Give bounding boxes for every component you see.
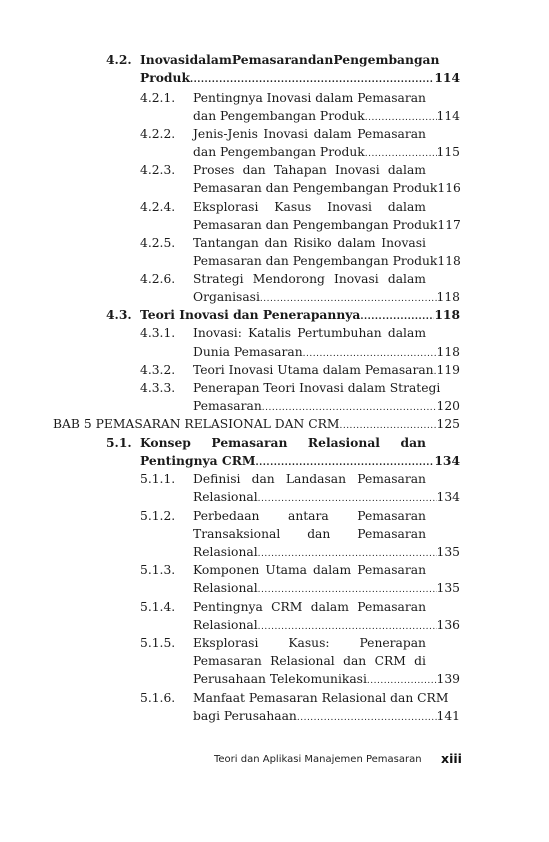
toc-entry-leader-line[interactable] (193, 670, 460, 690)
title-word: Inovasi (266, 91, 312, 105)
toc-entry-title (193, 89, 426, 107)
title-word: Pemasaran (357, 563, 426, 577)
toc-entry-title: dan Pengembangan Produk (193, 109, 365, 123)
toc-entry-title: Pemasaran (193, 399, 262, 413)
section-number: 4.3.3. (140, 381, 176, 395)
toc-entry-title: Relasional (193, 618, 258, 632)
toc-entry-title: Dunia Pemasaran (193, 345, 303, 359)
toc-entry-title: dan Pengembangan Produk (193, 145, 365, 159)
toc-entry-title (193, 470, 426, 488)
title-word: Eksplorasi (193, 200, 259, 214)
toc-entry-title (140, 434, 426, 452)
page-number: 117 (437, 218, 461, 232)
page-number: 135 (436, 581, 460, 595)
title-word: dalam (387, 200, 426, 214)
title-word: Pemasaran (357, 527, 426, 541)
toc-entry-title (193, 652, 426, 670)
toc-entry-leader-line[interactable] (193, 579, 460, 599)
section-number: 5.1.3. (140, 563, 176, 577)
section-number: 5.1.6. (140, 691, 176, 705)
section-number: 5.1.1. (140, 472, 176, 486)
toc-entry-leader-line[interactable] (193, 343, 460, 363)
section-number: 4.3.1. (140, 326, 176, 340)
title-word: dan (264, 236, 288, 250)
title-word: dan (307, 52, 334, 67)
page-number: 118 (434, 307, 460, 322)
title-word: dalam (313, 563, 352, 577)
toc-entry-leader-line[interactable] (193, 707, 460, 727)
toc-entry-leader-line[interactable] (140, 452, 460, 472)
toc-entry-leader-line[interactable] (193, 179, 460, 199)
title-word: Tantangan (193, 236, 259, 250)
page-number: 135 (436, 545, 460, 559)
toc-entry-leader-line[interactable] (193, 397, 460, 417)
footer-page-number: xiii (441, 751, 462, 766)
toc-entry-title: Relasional (193, 490, 258, 504)
title-word: Komponen (193, 563, 260, 577)
toc-entry-leader-line[interactable] (193, 543, 460, 563)
title-word: Tahapan (273, 163, 327, 177)
title-word: Pemasaran (357, 509, 426, 523)
title-word: Inovasi (334, 272, 379, 286)
section-number: 4.2.3. (140, 163, 176, 177)
toc-entry-title (193, 270, 426, 288)
toc-entry-title: Manfaat Pemasaran Relasional dan CRM (193, 691, 449, 705)
section-number: 4.3.2. (140, 363, 176, 377)
title-word: Utama (265, 563, 307, 577)
toc-entry-title (140, 51, 440, 69)
title-word: dalam (310, 600, 349, 614)
section-number: 4.2.5. (140, 236, 176, 250)
toc-entry-title: Produk (140, 70, 190, 85)
title-word: dan (251, 472, 275, 486)
title-word: Proses (193, 163, 235, 177)
toc-entry-title (193, 598, 426, 616)
title-word: Inovasi: (193, 326, 242, 340)
toc-entry-leader-line[interactable] (193, 216, 460, 236)
title-word: Strategi (193, 272, 244, 286)
page-number: 120 (436, 399, 460, 413)
toc-entry-title: Pemasaran dan Pengembangan Produk (193, 181, 438, 195)
section-number: 5.1.5. (140, 636, 176, 650)
title-word: dalam (387, 163, 426, 177)
section-number: 4.2.6. (140, 272, 176, 286)
page-number: 116 (437, 181, 461, 195)
page-number: 118 (436, 290, 460, 304)
toc-entry-leader-line[interactable] (140, 69, 460, 89)
title-word: di (414, 654, 426, 668)
title-word: Pemasaran (357, 127, 426, 141)
toc-entry-leader-line[interactable] (193, 143, 460, 163)
toc-entry-title (193, 198, 426, 216)
section-number: 5.1.4. (140, 600, 176, 614)
title-word: Pemasaran (231, 52, 308, 67)
toc-entry-title: Pemasaran dan Pengembangan Produk (193, 254, 438, 268)
toc-entry-title: Organisasi (193, 290, 260, 304)
page-number: 115 (436, 145, 460, 159)
chapter-title: BAB 5 PEMASARAN RELASIONAL DAN CRM (53, 417, 340, 431)
toc-entry-title: Relasional (193, 545, 258, 559)
title-word: Inovasi (381, 236, 426, 250)
title-word: Kasus (274, 200, 312, 214)
title-word: Pemasaran (357, 600, 426, 614)
section-number: 5.1. (106, 435, 132, 450)
title-word: Pertumbuhan (297, 326, 382, 340)
toc-entry-title: Perusahaan Telekomunikasi (193, 672, 367, 686)
toc-entry-title: bagi Perusahaan (193, 709, 297, 723)
toc-entry-leader-line[interactable] (140, 306, 460, 326)
toc-entry-title: Penerapan Teori Inovasi dalam Strategi (193, 381, 441, 395)
toc-entry-leader-line[interactable] (193, 616, 460, 636)
title-word: dalam (387, 272, 426, 286)
page-number: 134 (434, 453, 460, 468)
title-word: Transaksional (193, 527, 281, 541)
title-word: Pemasaran (211, 435, 288, 450)
title-word: Eksplorasi (193, 636, 259, 650)
toc-entry-title (193, 561, 426, 579)
toc-entry-title: Pemasaran dan Pengembangan Produk (193, 218, 438, 232)
title-word: dalam (387, 326, 426, 340)
title-word: Pemasaran (193, 654, 262, 668)
title-word: Inovasi (140, 52, 190, 67)
title-word: Risiko (293, 236, 332, 250)
toc-entry-title (193, 161, 426, 179)
page-number: 134 (436, 490, 460, 504)
title-word: CRM (271, 600, 303, 614)
title-word: dalam (189, 52, 232, 67)
toc-entry-title (193, 125, 426, 143)
toc-entry-title (193, 324, 426, 342)
title-word: dan (343, 654, 367, 668)
toc-entry-title: Teori Inovasi Utama dalam Pemasaran (193, 363, 434, 377)
toc-entry-title (193, 525, 426, 543)
title-word: Perbedaan (193, 509, 260, 523)
title-word: dalam (313, 127, 352, 141)
title-word: Mendorong (252, 272, 325, 286)
title-word: Inovasi (263, 127, 309, 141)
title-word: antara (287, 509, 329, 523)
title-word: dan (400, 435, 426, 450)
title-word: Kasus: (288, 636, 330, 650)
page-number: 141 (436, 709, 460, 723)
page-number: 119 (436, 363, 460, 377)
toc-entry-leader-line[interactable] (193, 488, 460, 508)
section-number: 4.2. (106, 52, 132, 67)
toc-entry-title: Relasional (193, 581, 258, 595)
title-word: Inovasi (334, 163, 380, 177)
section-number: 4.2.2. (140, 127, 176, 141)
section-number: 4.2.4. (140, 200, 176, 214)
title-word: Jenis-Jenis (193, 127, 258, 141)
title-word: Definisi (193, 472, 241, 486)
toc-entry-title: Pentingnya CRM (140, 453, 256, 468)
title-word: Penerapan (359, 636, 426, 650)
chapter-entry[interactable] (53, 415, 460, 435)
page-number: 125 (436, 417, 460, 431)
title-word: Relasional (307, 435, 380, 450)
title-word: CRM (374, 654, 406, 668)
toc-entry-title: Teori Inovasi dan Penerapannya (140, 307, 361, 322)
page-number: 139 (436, 672, 460, 686)
page-number: 114 (434, 70, 460, 85)
title-word: dan (242, 163, 266, 177)
section-number: 4.2.1. (140, 91, 176, 105)
title-word: dalam (315, 91, 354, 105)
title-word: Pentingnya (193, 600, 263, 614)
title-word: Pentingnya (193, 91, 263, 105)
toc-entry-leader-line[interactable] (193, 107, 460, 127)
section-number: 4.3. (106, 307, 132, 322)
title-word: Pemasaran (357, 472, 426, 486)
title-word: Relasional (270, 654, 335, 668)
page-number: 136 (436, 618, 460, 632)
toc-entry-title (193, 507, 426, 525)
toc-entry-leader-line[interactable] (193, 361, 460, 381)
toc-entry-leader-line[interactable] (193, 252, 460, 272)
page-number: 118 (436, 345, 460, 359)
title-word: Pemasaran (357, 91, 426, 105)
title-word: Katalis (248, 326, 292, 340)
toc-entry-title (193, 234, 426, 252)
title-word: dalam (337, 236, 376, 250)
title-word: Pengembangan (333, 52, 440, 67)
toc-entry-leader-line[interactable] (193, 288, 460, 308)
title-word: Inovasi (327, 200, 372, 214)
page-number: 118 (437, 254, 461, 268)
page-number: 114 (436, 109, 460, 123)
title-word: dan (307, 527, 331, 541)
title-word: Landasan (285, 472, 347, 486)
footer-book-title: Teori dan Aplikasi Manajemen Pemasaran (214, 754, 422, 765)
toc-entry-title (193, 634, 426, 652)
section-number: 5.1.2. (140, 509, 176, 523)
title-word: Konsep (140, 435, 191, 450)
